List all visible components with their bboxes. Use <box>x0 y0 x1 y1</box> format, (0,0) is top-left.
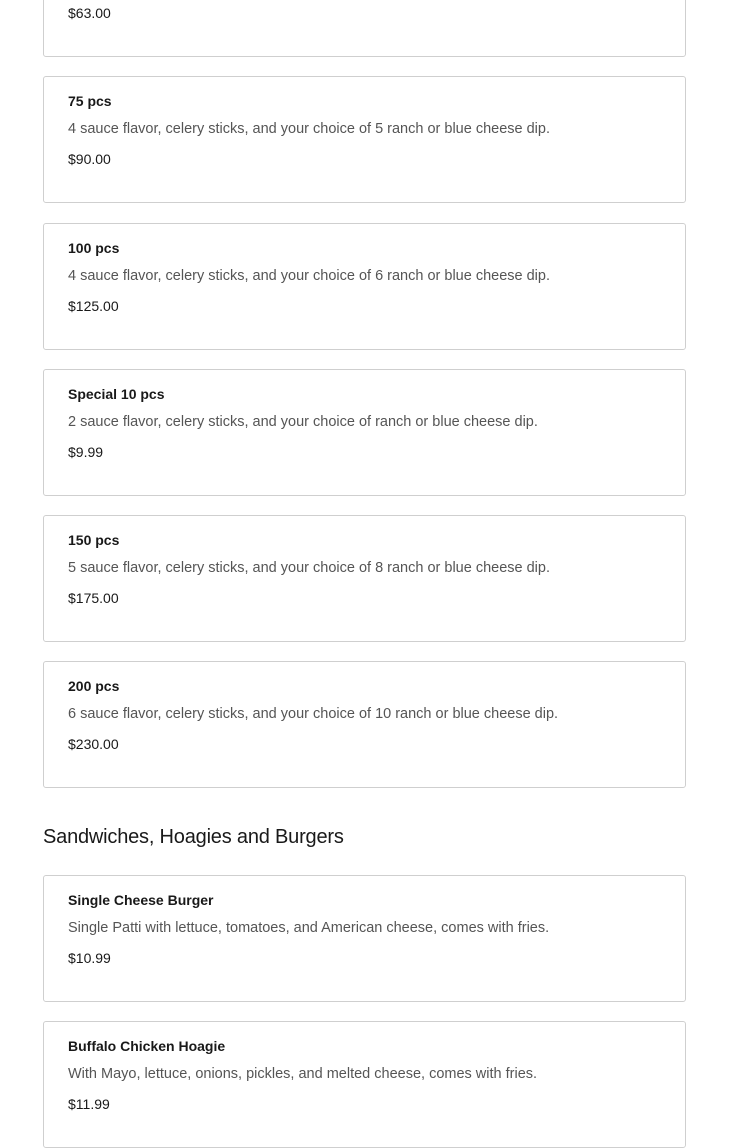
menu-item-name: Buffalo Chicken Hoagie <box>68 1038 226 1054</box>
menu-item-description: 6 sauce flavor, celery sticks, and your choice of 10 ranch or blue cheese dip. <box>68 706 559 722</box>
menu-item-card[interactable] <box>43 875 686 1002</box>
menu-item-description: 5 sauce flavor, celery sticks, and your choice of 8 ranch or blue cheese dip. <box>68 560 550 576</box>
menu-item-description: With Mayo, lettuce, onions, pickles, and melted cheese, comes with fries. <box>68 1066 538 1082</box>
menu-item-name: 75 pcs <box>68 93 112 109</box>
section-title: Sandwiches, Hoagies and Burgers <box>43 826 344 848</box>
menu-item-price: $10.99 <box>68 950 111 966</box>
menu-item-card[interactable] <box>43 1021 686 1148</box>
menu-item-card[interactable] <box>43 0 686 57</box>
menu-item-name: Special 10 pcs <box>68 386 165 402</box>
menu-item-card[interactable] <box>43 223 686 350</box>
menu-item-description: 2 sauce flavor, celery sticks, and your choice of ranch or blue cheese dip. <box>68 414 538 430</box>
menu-item-card[interactable] <box>43 369 686 496</box>
menu-item-price: $90.00 <box>68 151 111 167</box>
menu-item-price: $9.99 <box>68 444 104 460</box>
menu-item-description: Single Patti with lettuce, tomatoes, and American cheese, comes with fries. <box>68 920 550 936</box>
menu-item-name: 100 pcs <box>68 240 120 256</box>
menu-item-name: 150 pcs <box>68 532 120 548</box>
menu-item-price: $175.00 <box>68 590 119 606</box>
menu-item-card[interactable] <box>43 515 686 642</box>
menu-item-description: 4 sauce flavor, celery sticks, and your choice of 5 ranch or blue cheese dip. <box>68 121 550 137</box>
menu-item-name: 200 pcs <box>68 678 120 694</box>
menu-item-card[interactable] <box>43 76 686 203</box>
menu-item-name: Single Cheese Burger <box>68 892 214 908</box>
menu-item-price: $63.00 <box>68 5 111 21</box>
menu-item-price: $11.99 <box>68 1096 110 1112</box>
menu-item-price: $125.00 <box>68 298 119 314</box>
menu-item-description: 4 sauce flavor, celery sticks, and your choice of 6 ranch or blue cheese dip. <box>68 268 550 284</box>
menu-item-card[interactable] <box>43 661 686 788</box>
menu-item-price: $230.00 <box>68 736 119 752</box>
